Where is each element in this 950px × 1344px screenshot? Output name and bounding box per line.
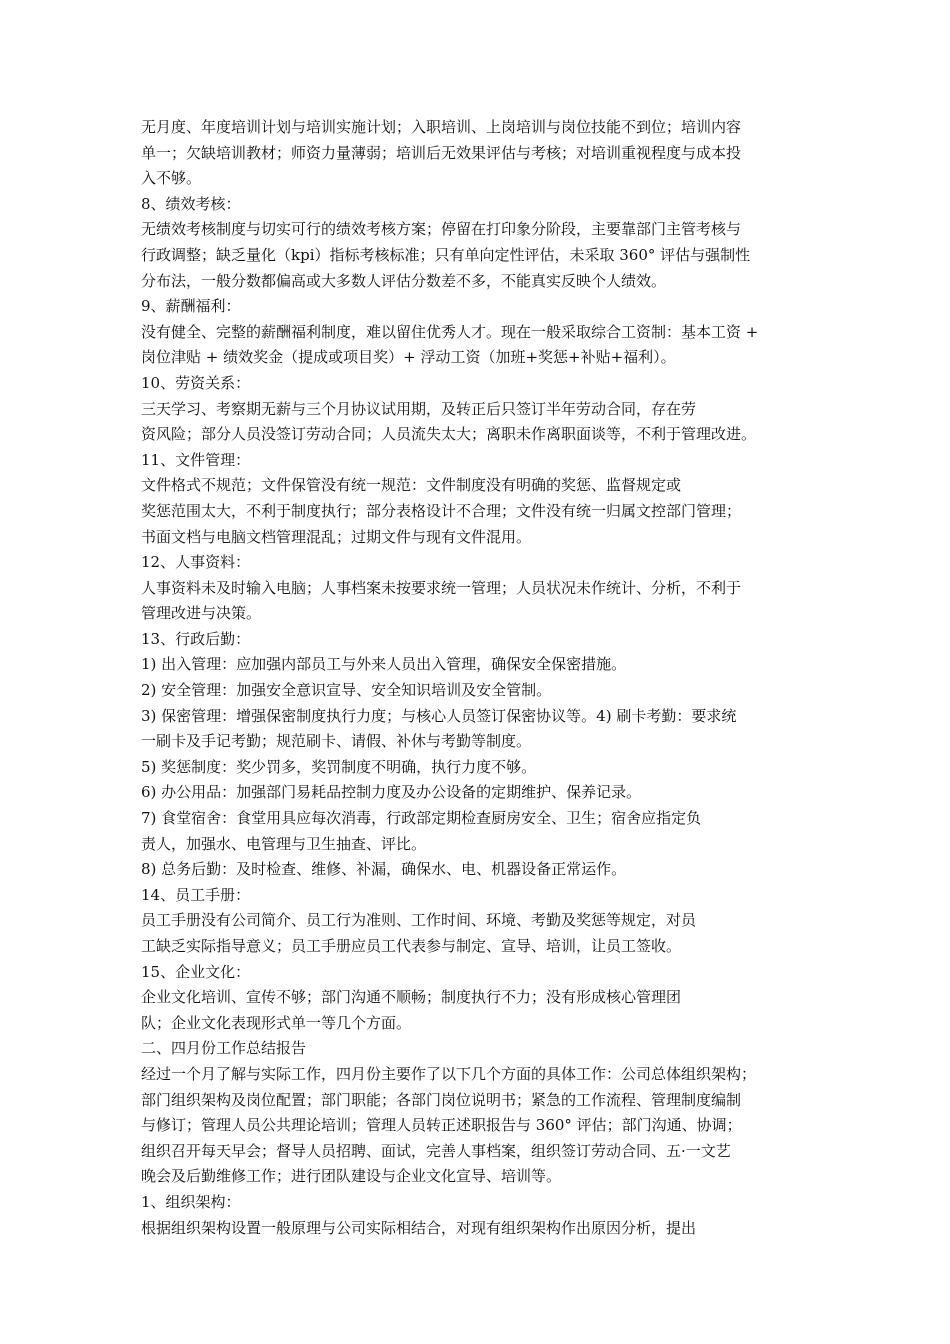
list-item: 7) 食堂宿舍：食堂用具应每次消毒，行政部定期检查厨房安全、卫生；宿舍应指定负: [141, 809, 702, 828]
text-line: 工缺乏实际指导意义；员工手册应员工代表参与制定、宣导、培训，让员工签收。: [141, 937, 682, 955]
text-line: 无绩效考核制度与切实可行的绩效考核方案；停留在打印象分阶段，主要靠部门主管考核与: [141, 220, 742, 239]
text-line: 书面文档与电脑文档管理混乱；过期文件与现有文件混用。: [141, 527, 532, 546]
list-item: 8) 总务后勤：及时检查、维修、补漏，确保水、电、机器设备正常运作。: [141, 860, 627, 879]
text-line: 分布法，一般分数都偏高或大多数人评估分数差不多，不能真实反映个人绩效。: [141, 271, 667, 290]
text-line: 队；企业文化表现形式单一等几个方面。: [141, 1013, 412, 1032]
list-item: 1) 出入管理：应加强内部员工与外来人员出入管理，确保安全保密措施。: [141, 655, 627, 674]
list-item: 2) 安全管理：加强安全意识宣导、安全知识培训及安全管制。: [141, 681, 552, 700]
text-line: 根据组织架构设置一般原理与公司实际相结合，对现有组织架构作出原因分析，提出: [141, 1218, 697, 1237]
text-line: 文件格式不规范；文件保管没有统一规范：文件制度没有明确的奖惩、监督规定或: [141, 476, 682, 495]
section-heading: 10、劳资关系：: [141, 373, 251, 392]
text-line: 没有健全、完整的薪酬福利制度，难以留住优秀人才。现在一般采取综合工资制：基本工资 +: [141, 322, 759, 341]
text-line: 入不够。: [141, 169, 202, 188]
text-line: 责人，加强水、电管理与卫生抽查、评比。: [141, 834, 427, 853]
text-line: 一刷卡及手记考勤；规范刷卡、请假、补休与考勤等制度。: [141, 732, 532, 751]
section-heading: 13、行政后勤：: [141, 629, 251, 648]
text-line: 岗位津贴 + 绩效奖金（提成或项目奖）+ 浮动工资（加班+奖惩+补贴+福利）。: [141, 348, 676, 367]
list-item: 3) 保密管理：增强保密制度执行力度；与核心人员签订保密协议等。4) 刷卡考勤：要求统: [141, 706, 737, 725]
text-line: 单一；欠缺培训教材；师资力量薄弱；培训后无效果评估与考核；对培训重视程度与成本投: [141, 143, 742, 162]
text-line: 无月度、年度培训计划与培训实施计划；入职培训、上岗培训与岗位技能不到位；培训内容: [141, 118, 742, 136]
text-line: 与修订；管理人员公共理论培训；管理人员转正述职报告与 360° 评估；部门沟通、协调；: [141, 1116, 742, 1135]
section-heading: 8、绩效考核：: [141, 194, 241, 213]
text-line: 管理改进与决策。: [141, 604, 262, 623]
text-line: 企业文化培训、宣传不够；部门沟通不顺畅；制度执行不力；没有形成核心管理团: [141, 988, 682, 1007]
text-line: 晚会及后勤维修工作；进行团队建设与企业文化宣导、培训等。: [141, 1167, 562, 1186]
section-heading: 12、人事资料：: [141, 553, 251, 572]
section-heading: 1、组织架构：: [141, 1192, 241, 1211]
text-line: 部门组织架构及岗位配置；部门职能；各部门岗位说明书；紧急的工作流程、管理制度编制: [141, 1090, 742, 1109]
text-line: 行政调整；缺乏量化（kpi）指标考核标准；只有单向定性评估，未采取 360° 评估与强制性: [141, 245, 751, 264]
section-heading: 9、薪酬福利：: [141, 297, 241, 316]
section-heading: 11、文件管理：: [141, 450, 251, 469]
list-item: 5) 奖惩制度：奖少罚多，奖罚制度不明确，执行力度不够。: [141, 757, 537, 776]
text-line: 三天学习、考察期无薪与三个月协议试用期，及转正后只签订半年劳动合同，存在劳: [141, 399, 697, 418]
text-line: 组织召开每天早会；督导人员招聘、面试，完善人事档案，组织签订劳动合同、五·一文艺: [141, 1141, 731, 1160]
text-line: 员工手册没有公司简介、员工行为准则、工作时间、环境、考勤及奖惩等规定，对员: [141, 911, 697, 930]
document-body: [141, 115, 821, 1241]
chapter-heading: 二、四月份工作总结报告: [141, 1039, 307, 1058]
section-heading: 14、员工手册：: [141, 885, 251, 904]
text-line: 奖惩范围太大，不利于制度执行；部分表格设计不合理；文件没有统一归属文控部门管理；: [141, 501, 742, 520]
text-line: 经过一个月了解与实际工作，四月份主要作了以下几个方面的具体工作：公司总体组织架构；: [141, 1064, 757, 1083]
list-item: 6) 办公用品：加强部门易耗品控制力度及办公设备的定期维护、保养记录。: [141, 783, 642, 802]
text-line: 人事资料未及时输入电脑；人事档案未按要求统一管理；人员状况未作统计、分析，不利于: [141, 578, 742, 597]
text-line: 资风险；部分人员没签订劳动合同；人员流失太大；离职未作离职面谈等，不利于管理改进。: [141, 425, 757, 444]
section-heading: 15、企业文化：: [141, 962, 251, 981]
